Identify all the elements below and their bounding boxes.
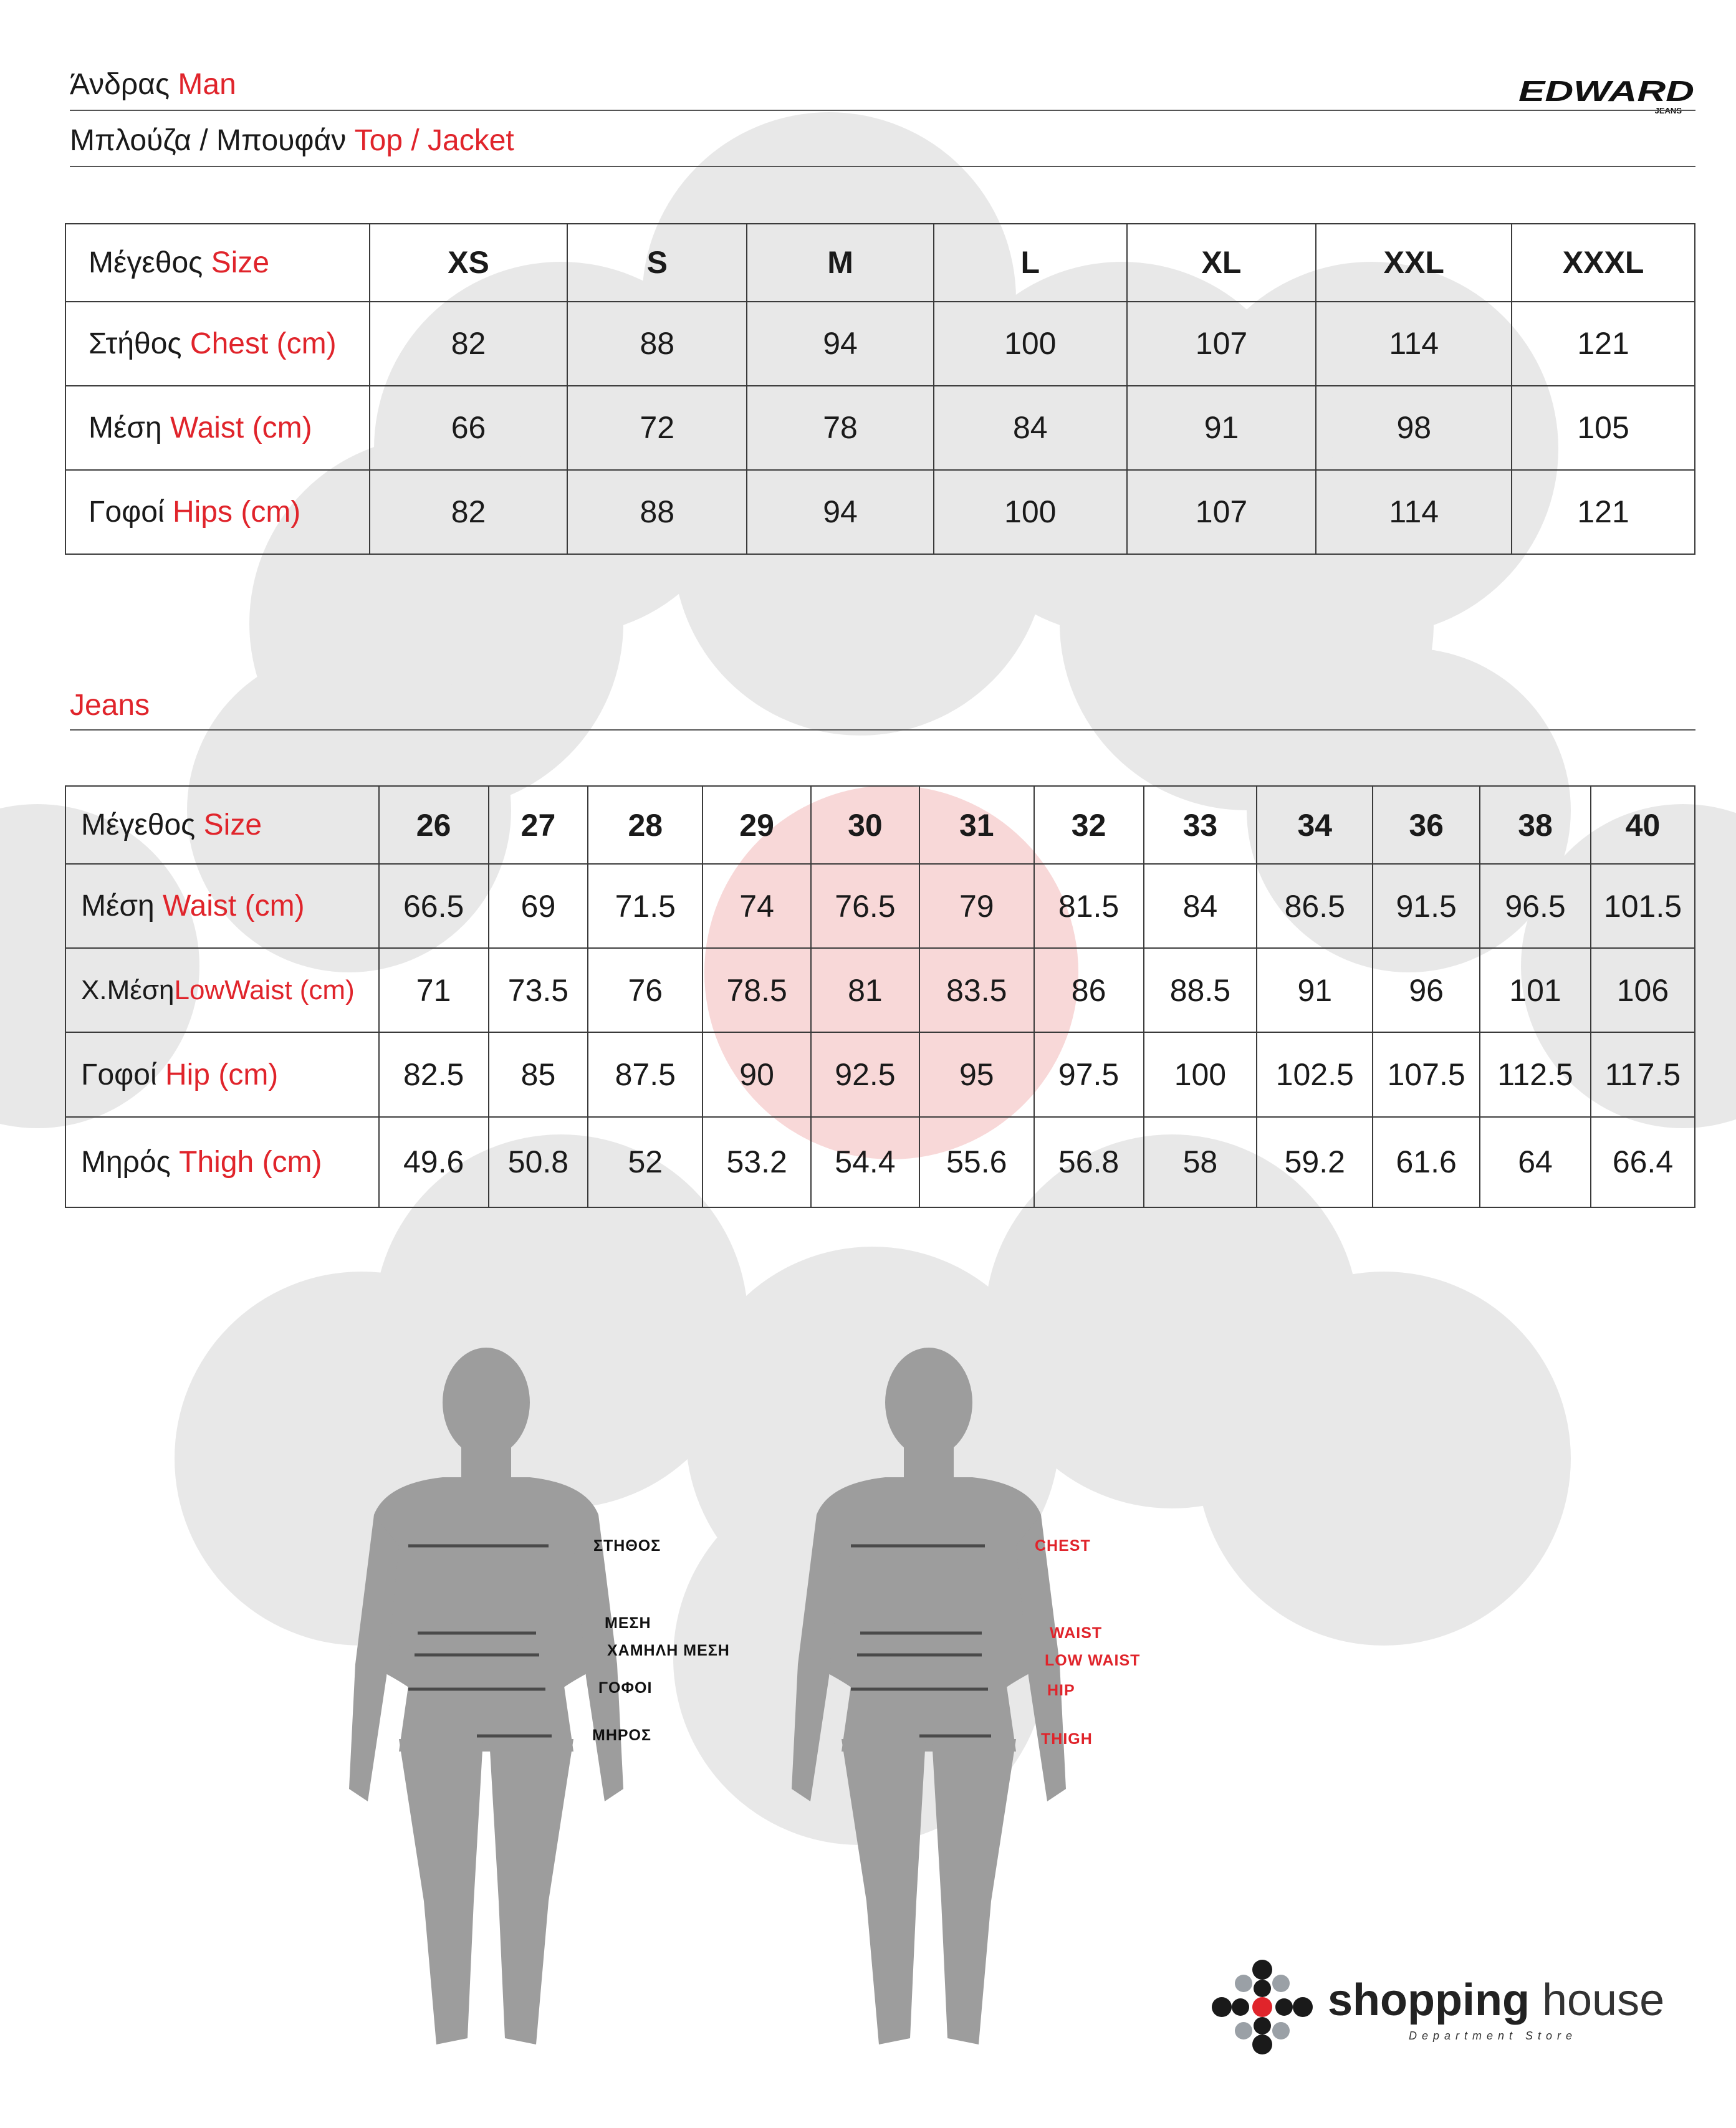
value-cell: 105 xyxy=(1512,386,1695,470)
value-cell: 94 xyxy=(747,302,934,386)
value-cell: 82 xyxy=(370,470,568,554)
value-cell: 53.2 xyxy=(703,1117,811,1207)
row-label-en: Waist (cm) xyxy=(170,411,312,444)
value-cell: 78 xyxy=(747,386,934,470)
label-waist-en: WAIST xyxy=(1050,1624,1103,1642)
table-row xyxy=(65,864,1695,948)
gender-en: Man xyxy=(178,68,236,101)
size-cell: XS xyxy=(370,224,568,302)
value-cell: 82 xyxy=(370,302,568,386)
value-cell: 88 xyxy=(567,470,747,554)
row-label-en: LowWaist (cm) xyxy=(174,974,355,1005)
value-cell: 85 xyxy=(489,1032,588,1116)
table-row xyxy=(65,470,1695,554)
value-cell: 59.2 xyxy=(1257,1117,1373,1207)
size-label-en: Size xyxy=(211,246,270,279)
value-cell: 55.6 xyxy=(919,1117,1034,1207)
row-label xyxy=(65,1117,379,1207)
figure-greek xyxy=(349,1348,623,2044)
value-cell: 66.4 xyxy=(1591,1117,1695,1207)
size-cell: 38 xyxy=(1480,786,1591,864)
dots-logo-icon xyxy=(1209,1957,1315,2057)
value-cell: 112.5 xyxy=(1480,1032,1591,1116)
value-cell: 87.5 xyxy=(588,1032,703,1116)
value-cell: 101 xyxy=(1480,948,1591,1032)
size-cell: 31 xyxy=(919,786,1034,864)
value-cell: 100 xyxy=(934,470,1127,554)
row-label-en: Hips (cm) xyxy=(172,495,301,529)
table-row xyxy=(65,1032,1695,1116)
top-size-table xyxy=(65,223,1695,555)
value-cell: 88 xyxy=(567,302,747,386)
value-cell: 66.5 xyxy=(379,864,489,948)
store-tagline: Department Store xyxy=(1409,2030,1578,2042)
label-chest-en: CHEST xyxy=(1035,1537,1091,1555)
row-label xyxy=(65,470,370,554)
value-cell: 79 xyxy=(919,864,1034,948)
value-cell: 84 xyxy=(934,386,1127,470)
size-cell: XXXL xyxy=(1512,224,1695,302)
label-low-waist-en: LOW WAIST xyxy=(1045,1652,1141,1669)
jeans-title: Jeans xyxy=(70,689,150,722)
value-cell: 50.8 xyxy=(489,1117,588,1207)
row-label xyxy=(65,302,370,386)
value-cell: 61.6 xyxy=(1373,1117,1480,1207)
header-gender xyxy=(70,67,236,102)
value-cell: 54.4 xyxy=(811,1117,919,1207)
gender-gr: Άνδρας xyxy=(70,68,170,101)
size-cell: 36 xyxy=(1373,786,1480,864)
size-cell: 30 xyxy=(811,786,919,864)
value-cell: 106 xyxy=(1591,948,1695,1032)
row-label-en: Hip (cm) xyxy=(165,1058,279,1091)
value-cell: 114 xyxy=(1316,302,1512,386)
size-cell: 33 xyxy=(1144,786,1257,864)
size-label-en: Size xyxy=(203,808,262,842)
value-cell: 91.5 xyxy=(1373,864,1480,948)
size-cell: 28 xyxy=(588,786,703,864)
value-cell: 114 xyxy=(1316,470,1512,554)
label-thigh-en: THIGH xyxy=(1041,1730,1093,1748)
table-row xyxy=(65,1117,1695,1207)
top-table-header-row xyxy=(65,224,1695,302)
size-cell: 34 xyxy=(1257,786,1373,864)
size-cell: 32 xyxy=(1034,786,1144,864)
label-waist-gr: ΜΕΣΗ xyxy=(605,1614,651,1632)
value-cell: 107 xyxy=(1127,470,1316,554)
row-label-gr: Μέση xyxy=(81,889,155,923)
figure-english xyxy=(792,1348,1066,2044)
row-label-gr: Μέση xyxy=(89,411,162,444)
category-divider xyxy=(70,166,1695,167)
row-label-gr: Μηρός xyxy=(81,1145,171,1179)
value-cell: 49.6 xyxy=(379,1117,489,1207)
label-hip-gr: ΓΟΦΟΙ xyxy=(598,1679,653,1697)
value-cell: 69 xyxy=(489,864,588,948)
value-cell: 82.5 xyxy=(379,1032,489,1116)
header-divider xyxy=(70,110,1695,111)
value-cell: 102.5 xyxy=(1257,1032,1373,1116)
category-gr: Μπλούζα / Μπουφάν xyxy=(70,124,347,157)
row-label xyxy=(65,948,379,1032)
row-label xyxy=(65,1032,379,1116)
jeans-size-label xyxy=(65,786,379,864)
size-cell: S xyxy=(567,224,747,302)
row-label-en: Waist (cm) xyxy=(163,889,305,923)
label-thigh-gr: ΜΗΡΟΣ xyxy=(592,1727,652,1744)
label-chest-gr: ΣΤΗΘΟΣ xyxy=(593,1537,661,1555)
size-cell: 29 xyxy=(703,786,811,864)
body-measurement-figures xyxy=(349,1340,1097,2057)
value-cell: 81.5 xyxy=(1034,864,1144,948)
value-cell: 76 xyxy=(588,948,703,1032)
value-cell: 101.5 xyxy=(1591,864,1695,948)
row-label-gr: Γοφοί xyxy=(81,1058,157,1091)
value-cell: 76.5 xyxy=(811,864,919,948)
size-cell: L xyxy=(934,224,1127,302)
value-cell: 72 xyxy=(567,386,747,470)
value-cell: 91 xyxy=(1127,386,1316,470)
size-cell: XXL xyxy=(1316,224,1512,302)
store-name-bold: shopping xyxy=(1328,1975,1530,2025)
value-cell: 56.8 xyxy=(1034,1117,1144,1207)
value-cell: 92.5 xyxy=(811,1032,919,1116)
header-category xyxy=(70,123,514,158)
value-cell: 74 xyxy=(703,864,811,948)
value-cell: 52 xyxy=(588,1117,703,1207)
value-cell: 98 xyxy=(1316,386,1512,470)
value-cell: 97.5 xyxy=(1034,1032,1144,1116)
value-cell: 84 xyxy=(1144,864,1257,948)
row-label-gr: Στήθος xyxy=(89,327,182,360)
value-cell: 117.5 xyxy=(1591,1032,1695,1116)
row-label-en: Thigh (cm) xyxy=(179,1145,322,1179)
store-name-light: house xyxy=(1542,1975,1665,2025)
value-cell: 83.5 xyxy=(919,948,1034,1032)
size-label-gr: Μέγεθος xyxy=(89,246,203,279)
size-cell: M xyxy=(747,224,934,302)
value-cell: 90 xyxy=(703,1032,811,1116)
row-label xyxy=(65,864,379,948)
size-label-gr: Μέγεθος xyxy=(81,808,196,842)
value-cell: 107.5 xyxy=(1373,1032,1480,1116)
value-cell: 78.5 xyxy=(703,948,811,1032)
value-cell: 121 xyxy=(1512,470,1695,554)
table-row xyxy=(65,948,1695,1032)
shopping-house-logo xyxy=(1209,1957,1695,2057)
top-size-label xyxy=(65,224,370,302)
row-label-en: Chest (cm) xyxy=(189,327,337,360)
size-cell: XL xyxy=(1127,224,1316,302)
logo-text: EDWARD xyxy=(1518,75,1694,107)
jeans-size-table xyxy=(65,785,1695,1208)
category-en: Top / Jacket xyxy=(354,124,514,157)
jeans-divider xyxy=(70,729,1695,731)
size-cell: 27 xyxy=(489,786,588,864)
value-cell: 94 xyxy=(747,470,934,554)
table-row xyxy=(65,386,1695,470)
value-cell: 81 xyxy=(811,948,919,1032)
table-row xyxy=(65,302,1695,386)
value-cell: 107 xyxy=(1127,302,1316,386)
row-label-gr: Χ.Μέση xyxy=(81,974,175,1005)
row-label xyxy=(65,386,370,470)
value-cell: 88.5 xyxy=(1144,948,1257,1032)
value-cell: 100 xyxy=(934,302,1127,386)
size-cell: 26 xyxy=(379,786,489,864)
value-cell: 64 xyxy=(1480,1117,1591,1207)
value-cell: 91 xyxy=(1257,948,1373,1032)
value-cell: 100 xyxy=(1144,1032,1257,1116)
value-cell: 96 xyxy=(1373,948,1480,1032)
label-low-waist-gr: ΧΑΜΗΛΗ ΜΕΣΗ xyxy=(607,1642,730,1659)
value-cell: 71.5 xyxy=(588,864,703,948)
store-name xyxy=(1328,1975,1664,2026)
value-cell: 96.5 xyxy=(1480,864,1591,948)
value-cell: 121 xyxy=(1512,302,1695,386)
value-cell: 66 xyxy=(370,386,568,470)
value-cell: 58 xyxy=(1144,1117,1257,1207)
value-cell: 86 xyxy=(1034,948,1144,1032)
size-cell: 40 xyxy=(1591,786,1695,864)
value-cell: 73.5 xyxy=(489,948,588,1032)
value-cell: 86.5 xyxy=(1257,864,1373,948)
value-cell: 71 xyxy=(379,948,489,1032)
row-label-gr: Γοφοί xyxy=(89,495,165,529)
jeans-table-header-row xyxy=(65,786,1695,864)
value-cell: 95 xyxy=(919,1032,1034,1116)
label-hip-en: HIP xyxy=(1047,1682,1075,1699)
